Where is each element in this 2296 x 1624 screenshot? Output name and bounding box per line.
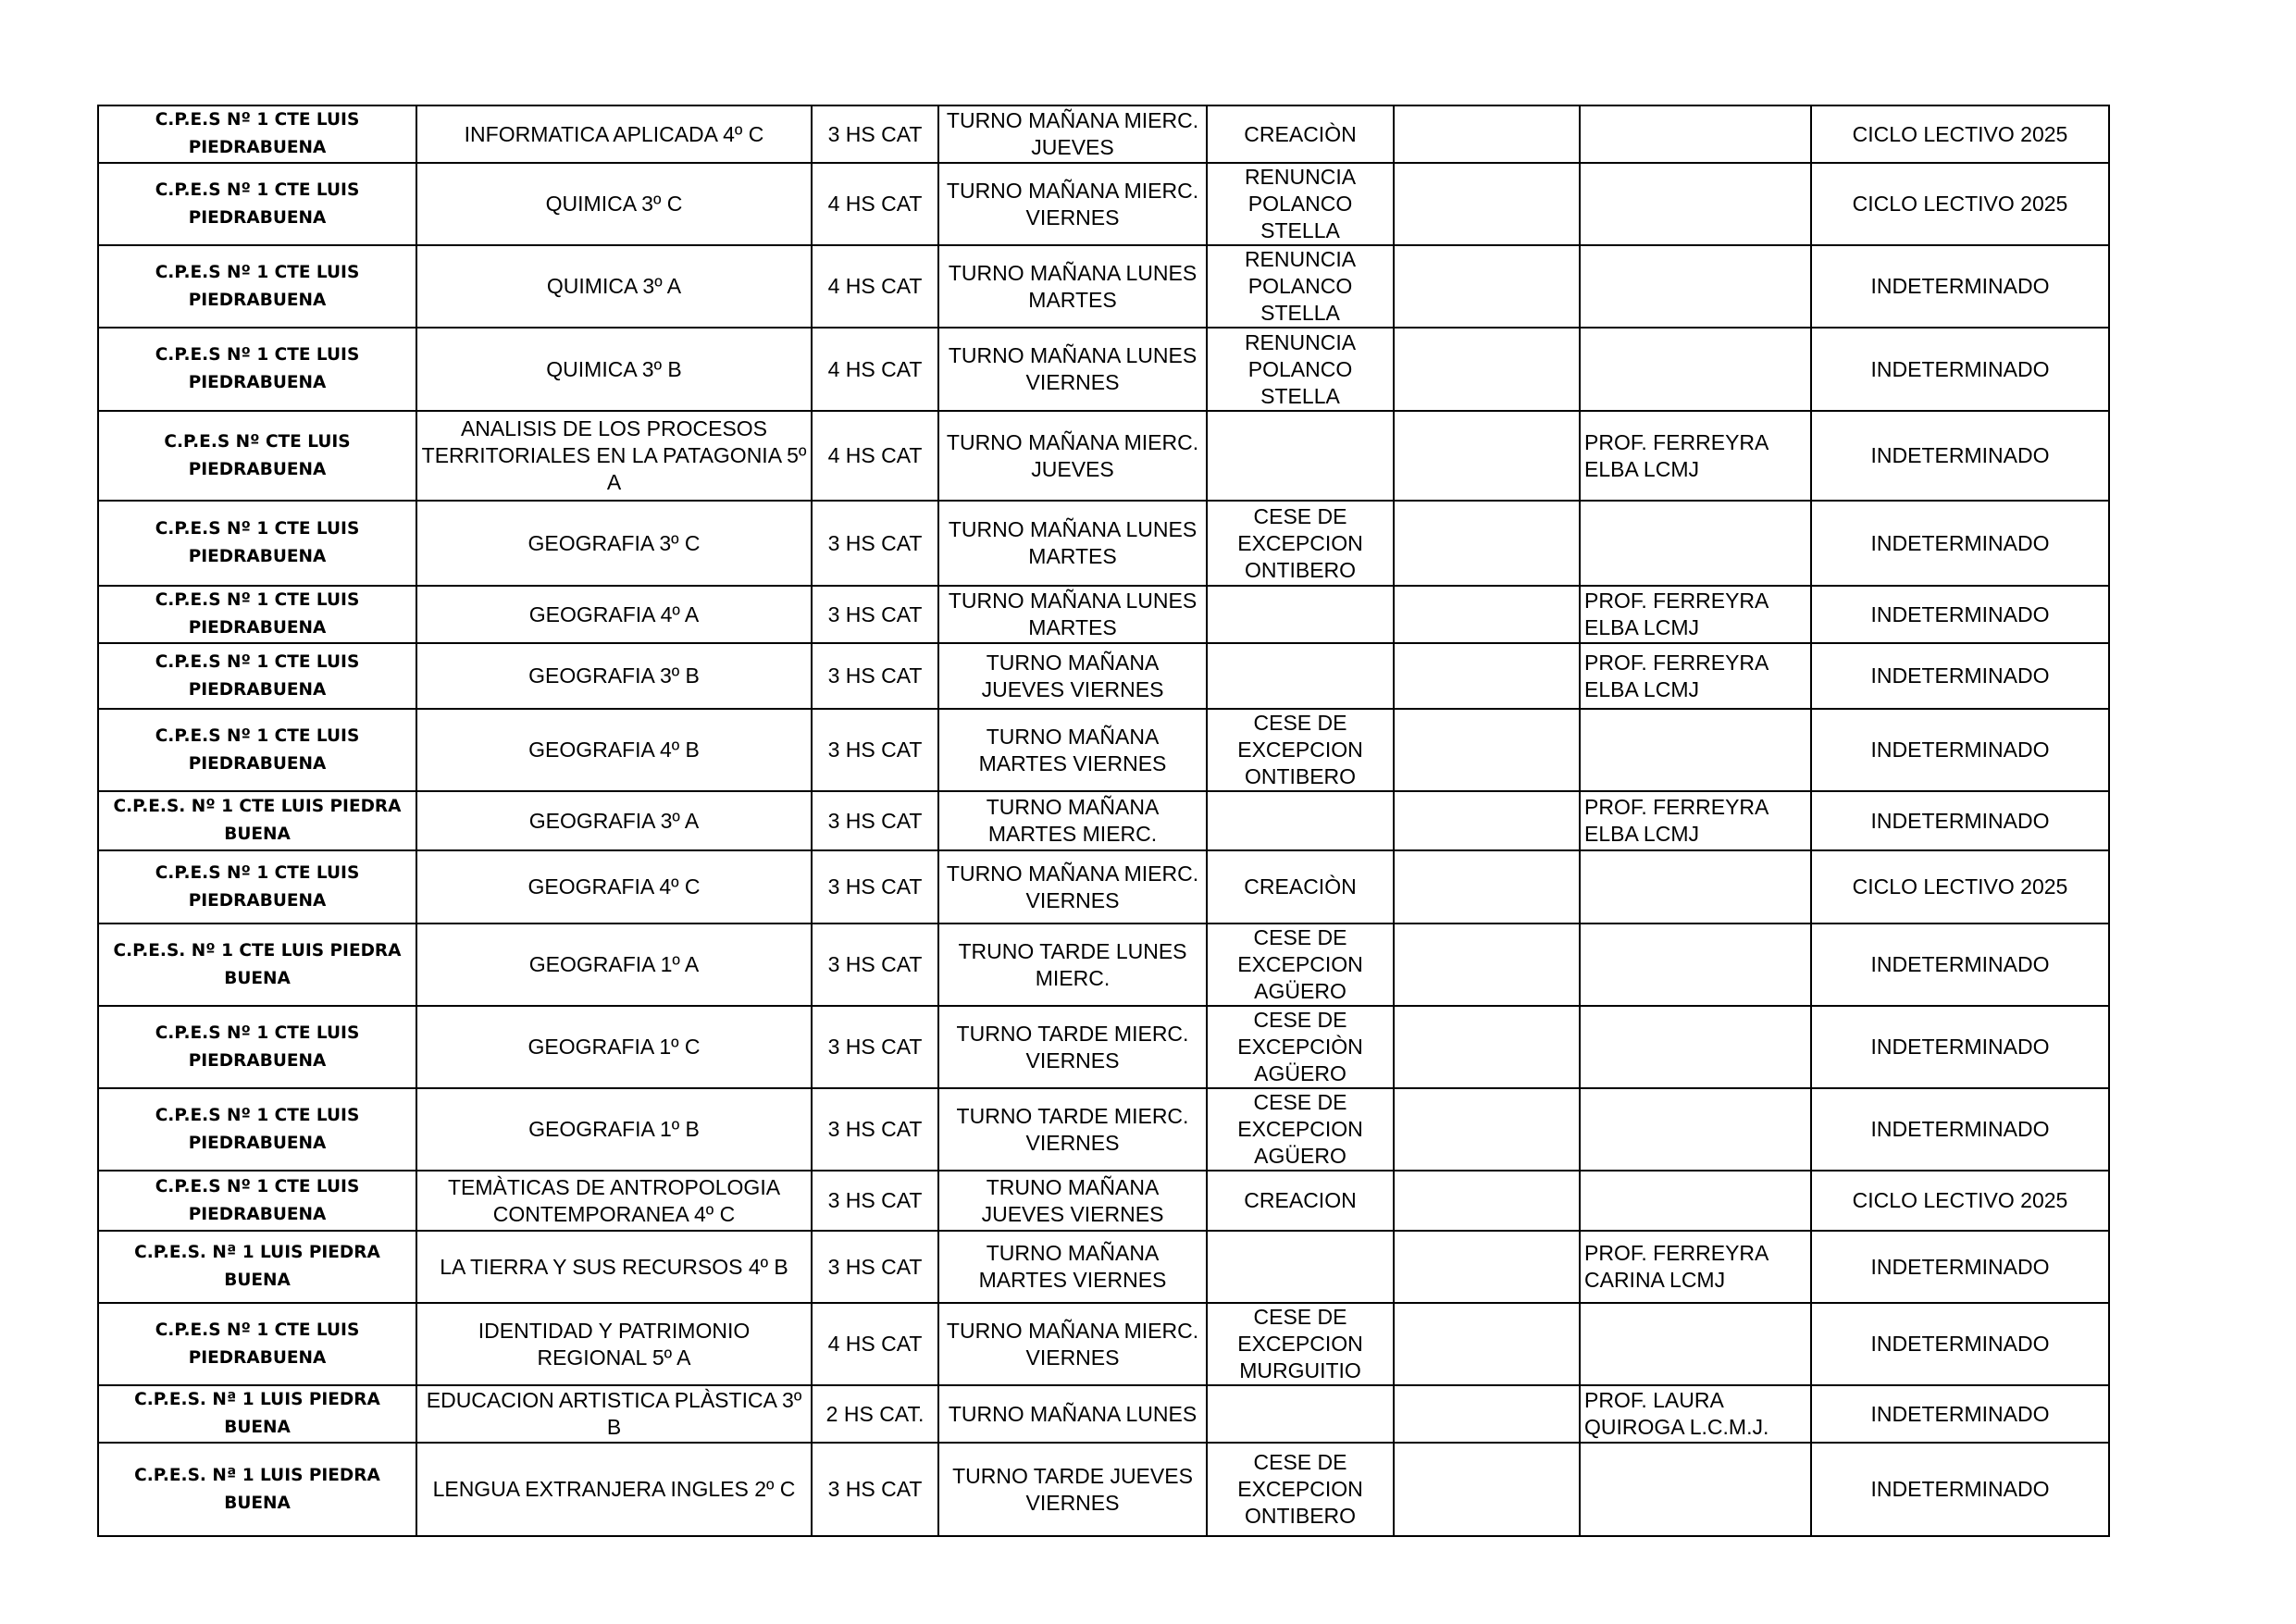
hours-cell: 4 HS CAT [812, 1303, 938, 1385]
shift-cell: TURNO MAÑANA LUNES MARTES [938, 245, 1207, 328]
empty-cell [1394, 1443, 1580, 1536]
table-row [98, 245, 2109, 328]
status-cell [1207, 643, 1394, 709]
subject-cell: GEOGRAFIA 4º B [416, 709, 812, 791]
hours-cell: 3 HS CAT [812, 1443, 938, 1536]
period-cell: INDETERMINADO [1811, 1303, 2109, 1385]
school-cell: C.P.E.S. Nº 1 CTE LUIS PIEDRA BUENA [98, 924, 416, 1006]
table-row [98, 709, 2109, 791]
empty-cell [1394, 586, 1580, 643]
status-cell [1207, 411, 1394, 501]
professor-cell: PROF. FERREYRA ELBA LCMJ [1580, 791, 1811, 850]
shift-cell: TURNO MAÑANA MIERC. VIERNES [938, 1303, 1207, 1385]
period-cell: INDETERMINADO [1811, 1231, 2109, 1303]
hours-cell: 3 HS CAT [812, 850, 938, 924]
hours-cell: 3 HS CAT [812, 791, 938, 850]
status-cell: CREACIÒN [1207, 850, 1394, 924]
period-cell: INDETERMINADO [1811, 924, 2109, 1006]
status-cell [1207, 1385, 1394, 1443]
shift-cell: TURNO MAÑANA MIERC. JUEVES [938, 411, 1207, 501]
table-row [98, 643, 2109, 709]
period-cell: INDETERMINADO [1811, 709, 2109, 791]
table-row [98, 1443, 2109, 1536]
period-cell: INDETERMINADO [1811, 1443, 2109, 1536]
status-cell [1207, 791, 1394, 850]
subject-cell: IDENTIDAD Y PATRIMONIO REGIONAL 5º A [416, 1303, 812, 1385]
shift-cell: TRUNO MAÑANA JUEVES VIERNES [938, 1171, 1207, 1231]
subject-cell: GEOGRAFIA 4º A [416, 586, 812, 643]
table-row [98, 1171, 2109, 1231]
table-row [98, 1385, 2109, 1443]
status-cell: CESE DE EXCEPCION MURGUITIO [1207, 1303, 1394, 1385]
table-body [98, 105, 2109, 1536]
table-row [98, 501, 2109, 586]
empty-cell [1394, 643, 1580, 709]
school-cell: C.P.E.S Nº 1 CTE LUIS PIEDRABUENA [98, 163, 416, 245]
school-cell: C.P.E.S Nº 1 CTE LUIS PIEDRABUENA [98, 1303, 416, 1385]
shift-cell: TURNO MAÑANA MARTES VIERNES [938, 709, 1207, 791]
professor-cell: PROF. FERREYRA ELBA LCMJ [1580, 643, 1811, 709]
shift-cell: TURNO MAÑANA JUEVES VIERNES [938, 643, 1207, 709]
subject-cell: GEOGRAFIA 1º B [416, 1088, 812, 1171]
hours-cell: 4 HS CAT [812, 411, 938, 501]
subject-cell: ANALISIS DE LOS PROCESOS TERRITORIALES EN LA PATAGONIA 5º A [416, 411, 812, 501]
school-cell: C.P.E.S. Nª 1 LUIS PIEDRA BUENA [98, 1231, 416, 1303]
shift-cell: TURNO MAÑANA LUNES MARTES [938, 501, 1207, 586]
period-cell: CICLO LECTIVO 2025 [1811, 105, 2109, 163]
status-cell: CESE DE EXCEPCION ONTIBERO [1207, 1443, 1394, 1536]
school-cell: C.P.E.S Nº 1 CTE LUIS PIEDRABUENA [98, 1088, 416, 1171]
professor-cell: PROF. LAURA QUIROGA L.C.M.J. [1580, 1385, 1811, 1443]
professor-cell: PROF. FERREYRA ELBA LCMJ [1580, 586, 1811, 643]
shift-cell: TURNO MAÑANA LUNES MARTES [938, 586, 1207, 643]
hours-cell: 3 HS CAT [812, 643, 938, 709]
period-cell: INDETERMINADO [1811, 1385, 2109, 1443]
subject-cell: GEOGRAFIA 3º A [416, 791, 812, 850]
professor-cell [1580, 1006, 1811, 1088]
table-row [98, 586, 2109, 643]
table-row [98, 791, 2109, 850]
shift-cell: TURNO MAÑANA MARTES VIERNES [938, 1231, 1207, 1303]
professor-cell [1580, 709, 1811, 791]
status-cell: RENUNCIA POLANCO STELLA [1207, 245, 1394, 328]
period-cell: INDETERMINADO [1811, 328, 2109, 411]
professor-cell: PROF. FERREYRA CARINA LCMJ [1580, 1231, 1811, 1303]
professor-cell [1580, 850, 1811, 924]
table-row [98, 1231, 2109, 1303]
school-cell: C.P.E.S Nº 1 CTE LUIS PIEDRABUENA [98, 328, 416, 411]
hours-cell: 3 HS CAT [812, 501, 938, 586]
empty-cell [1394, 328, 1580, 411]
hours-cell: 4 HS CAT [812, 163, 938, 245]
shift-cell: TURNO MAÑANA MIERC. VIERNES [938, 163, 1207, 245]
empty-cell [1394, 1006, 1580, 1088]
empty-cell [1394, 1231, 1580, 1303]
shift-cell: TURNO MAÑANA MARTES MIERC. [938, 791, 1207, 850]
shift-cell: TURNO TARDE MIERC. VIERNES [938, 1006, 1207, 1088]
period-cell: CICLO LECTIVO 2025 [1811, 1171, 2109, 1231]
shift-cell: TURNO MAÑANA MIERC. JUEVES [938, 105, 1207, 163]
shift-cell: TURNO MAÑANA LUNES [938, 1385, 1207, 1443]
period-cell: CICLO LECTIVO 2025 [1811, 850, 2109, 924]
hours-cell: 3 HS CAT [812, 586, 938, 643]
subject-cell: LA TIERRA Y SUS RECURSOS 4º B [416, 1231, 812, 1303]
professor-cell [1580, 1303, 1811, 1385]
status-cell: CESE DE EXCEPCION AGÜERO [1207, 1088, 1394, 1171]
school-cell: C.P.E.S Nº CTE LUIS PIEDRABUENA [98, 411, 416, 501]
table-row [98, 105, 2109, 163]
period-cell: INDETERMINADO [1811, 245, 2109, 328]
status-cell: CESE DE EXCEPCION ONTIBERO [1207, 709, 1394, 791]
table-row [98, 1303, 2109, 1385]
professor-cell: PROF. FERREYRA ELBA LCMJ [1580, 411, 1811, 501]
empty-cell [1394, 163, 1580, 245]
table-row [98, 163, 2109, 245]
professor-cell [1580, 924, 1811, 1006]
subject-cell: GEOGRAFIA 3º C [416, 501, 812, 586]
professor-cell [1580, 1088, 1811, 1171]
hours-cell: 4 HS CAT [812, 328, 938, 411]
professor-cell [1580, 1443, 1811, 1536]
empty-cell [1394, 1171, 1580, 1231]
empty-cell [1394, 411, 1580, 501]
shift-cell: TURNO TARDE MIERC. VIERNES [938, 1088, 1207, 1171]
period-cell: INDETERMINADO [1811, 411, 2109, 501]
empty-cell [1394, 1088, 1580, 1171]
shift-cell: TURNO TARDE JUEVES VIERNES [938, 1443, 1207, 1536]
professor-cell [1580, 1171, 1811, 1231]
status-cell: CESE DE EXCEPCION AGÜERO [1207, 924, 1394, 1006]
empty-cell [1394, 791, 1580, 850]
professor-cell [1580, 501, 1811, 586]
school-cell: C.P.E.S. Nº 1 CTE LUIS PIEDRA BUENA [98, 791, 416, 850]
subject-cell: GEOGRAFIA 4º C [416, 850, 812, 924]
table-row [98, 411, 2109, 501]
status-cell: CESE DE EXCEPCIÒN AGÜERO [1207, 1006, 1394, 1088]
status-cell [1207, 1231, 1394, 1303]
status-cell [1207, 586, 1394, 643]
shift-cell: TRUNO TARDE LUNES MIERC. [938, 924, 1207, 1006]
empty-cell [1394, 1385, 1580, 1443]
subject-cell: GEOGRAFIA 1º C [416, 1006, 812, 1088]
subject-cell: QUIMICA 3º B [416, 328, 812, 411]
status-cell: RENUNCIA POLANCO STELLA [1207, 328, 1394, 411]
empty-cell [1394, 924, 1580, 1006]
status-cell: CESE DE EXCEPCION ONTIBERO [1207, 501, 1394, 586]
professor-cell [1580, 245, 1811, 328]
school-cell: C.P.E.S Nº 1 CTE LUIS PIEDRABUENA [98, 105, 416, 163]
subject-cell: EDUCACION ARTISTICA PLÀSTICA 3º B [416, 1385, 812, 1443]
period-cell: INDETERMINADO [1811, 1006, 2109, 1088]
hours-cell: 2 HS CAT. [812, 1385, 938, 1443]
school-cell: C.P.E.S Nº 1 CTE LUIS PIEDRABUENA [98, 586, 416, 643]
shift-cell: TURNO MAÑANA LUNES VIERNES [938, 328, 1207, 411]
period-cell: INDETERMINADO [1811, 791, 2109, 850]
hours-cell: 4 HS CAT [812, 245, 938, 328]
empty-cell [1394, 501, 1580, 586]
professor-cell [1580, 328, 1811, 411]
subject-cell: GEOGRAFIA 3º B [416, 643, 812, 709]
professor-cell [1580, 163, 1811, 245]
school-cell: C.P.E.S. Nª 1 LUIS PIEDRA BUENA [98, 1443, 416, 1536]
shift-cell: TURNO MAÑANA MIERC. VIERNES [938, 850, 1207, 924]
period-cell: CICLO LECTIVO 2025 [1811, 163, 2109, 245]
subject-cell: QUIMICA 3º C [416, 163, 812, 245]
school-cell: C.P.E.S Nº 1 CTE LUIS PIEDRABUENA [98, 643, 416, 709]
empty-cell [1394, 1303, 1580, 1385]
school-cell: C.P.E.S Nº 1 CTE LUIS PIEDRABUENA [98, 850, 416, 924]
table-row [98, 1088, 2109, 1171]
table-row [98, 850, 2109, 924]
hours-cell: 3 HS CAT [812, 1171, 938, 1231]
table-row [98, 1006, 2109, 1088]
period-cell: INDETERMINADO [1811, 586, 2109, 643]
hours-cell: 3 HS CAT [812, 1231, 938, 1303]
period-cell: INDETERMINADO [1811, 501, 2109, 586]
subject-cell: LENGUA EXTRANJERA INGLES 2º C [416, 1443, 812, 1536]
status-cell: RENUNCIA POLANCO STELLA [1207, 163, 1394, 245]
hours-cell: 3 HS CAT [812, 924, 938, 1006]
hours-cell: 3 HS CAT [812, 1006, 938, 1088]
hours-cell: 3 HS CAT [812, 709, 938, 791]
subject-cell: TEMÀTICAS DE ANTROPOLOGIA CONTEMPORANEA 4º C [416, 1171, 812, 1231]
status-cell: CREACION [1207, 1171, 1394, 1231]
school-cell: C.P.E.S Nº 1 CTE LUIS PIEDRABUENA [98, 245, 416, 328]
empty-cell [1394, 850, 1580, 924]
assignments-table [97, 105, 2110, 1537]
empty-cell [1394, 245, 1580, 328]
table-row [98, 328, 2109, 411]
professor-cell [1580, 105, 1811, 163]
subject-cell: GEOGRAFIA 1º A [416, 924, 812, 1006]
period-cell: INDETERMINADO [1811, 1088, 2109, 1171]
hours-cell: 3 HS CAT [812, 1088, 938, 1171]
empty-cell [1394, 105, 1580, 163]
empty-cell [1394, 709, 1580, 791]
table-row [98, 924, 2109, 1006]
school-cell: C.P.E.S Nº 1 CTE LUIS PIEDRABUENA [98, 1171, 416, 1231]
school-cell: C.P.E.S Nº 1 CTE LUIS PIEDRABUENA [98, 709, 416, 791]
subject-cell: INFORMATICA APLICADA 4º C [416, 105, 812, 163]
hours-cell: 3 HS CAT [812, 105, 938, 163]
school-cell: C.P.E.S Nº 1 CTE LUIS PIEDRABUENA [98, 1006, 416, 1088]
period-cell: INDETERMINADO [1811, 643, 2109, 709]
status-cell: CREACIÒN [1207, 105, 1394, 163]
school-cell: C.P.E.S. Nª 1 LUIS PIEDRA BUENA [98, 1385, 416, 1443]
school-cell: C.P.E.S Nº 1 CTE LUIS PIEDRABUENA [98, 501, 416, 586]
subject-cell: QUIMICA 3º A [416, 245, 812, 328]
